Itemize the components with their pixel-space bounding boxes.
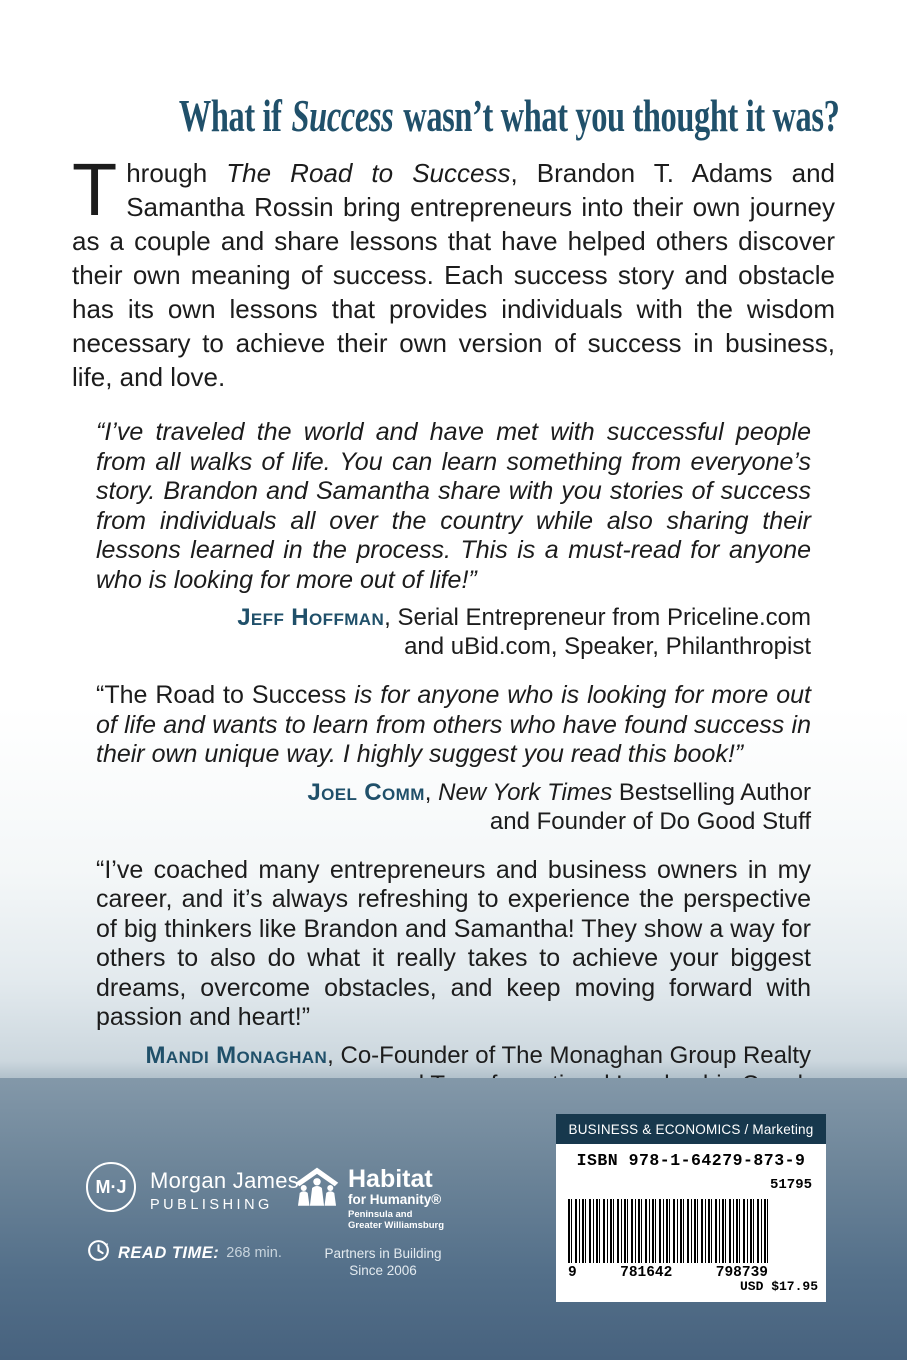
testimonial-3-quote [96,856,811,1033]
testimonial-1-author-title: , Serial Entrepreneur from Priceline.com [384,604,811,631]
intro-paragraph [72,148,835,394]
publisher-text [150,1168,299,1213]
isbn-text: ISBN 978-1-64279-873-9 [576,1151,806,1170]
publisher-sub: PUBLISHING [150,1197,273,1213]
habitat-region [348,1209,444,1231]
ean-digits [568,1265,768,1281]
footer-band [0,1078,907,1360]
ean-digit-group-2: 781642 [620,1265,673,1281]
testimonial-2-author-name: Joel Comm [307,778,425,806]
testimonial-1 [96,418,811,661]
category-bar: BUSINESS & ECONOMICS / Marketing [556,1114,826,1144]
testimonial-1-attribution [96,603,811,661]
testimonial-3-author-name: Mandi Monaghan [145,1041,328,1069]
testimonial-2-attribution-line2: and Founder of Do Good Stuff [489,807,811,835]
headline-post: wasn’t what you thought it was? [395,91,840,141]
testimonial-2 [96,681,811,836]
readtime-value: 268 min. [226,1245,282,1261]
habitat-house-icon [294,1166,340,1231]
ean-digit-group-3: 798739 [715,1265,768,1281]
barcode-body [556,1144,826,1302]
intro-text-1: hrough [126,158,227,188]
price: USD $17.95 [739,1279,818,1294]
testimonial-1-attribution-line1 [96,603,811,632]
readtime-label: READ TIME: [118,1243,220,1262]
testimonial-3 [96,856,811,1099]
habitat-logo-top [294,1166,472,1231]
isbn-addon-code: 51795 [769,1177,812,1193]
testimonial-2-quote-text: is for anyone who is looking for more out of life and wants to learn from others who have found success in their own unique way. I highly suggest you read this book!” [96,681,811,768]
headline [178,90,840,142]
testimonial-3-quote-text: “I’ve coached many entrepreneurs and business owners in my career, and it’s always refreshing to experience the perspective of big thinkers like Brandon and Samantha! They show a way for others to also do what it really takes to achieve your biggest dreams, overcome obstacles, and keep moving forward with passion and heart!” [96,855,811,1031]
testimonial-3-attribution-line1 [96,1041,811,1070]
testimonial-1-quote [96,418,811,595]
headline-emphasis: Success [291,91,394,141]
habitat-logo [294,1166,472,1279]
publisher-name: Morgan James [150,1168,300,1193]
testimonial-2-title-italic: New York Times [438,778,613,806]
testimonial-2-attribution [96,778,811,836]
morgan-james-logo [86,1162,136,1212]
habitat-partners-line2: Since 2006 [349,1263,417,1278]
testimonial-2-title-post: Bestselling Author [612,778,811,806]
habitat-partners-text [294,1245,472,1279]
habitat-partners-line1: Partners in Building [324,1246,442,1261]
intro-text-2: , Brandon T. Adams and Samantha Rossin bring entrepreneurs into their own journey as a couple and share lessons that have helped others discover their own meaning of success. Each success story and obstacle has its own lessons that provides individuals with the wisdom necessary to achieve their own version of success in business, life, and love. [72,158,835,392]
testimonial-2-quote [96,681,811,770]
barcode-block [556,1114,826,1302]
testimonial-2-attribution-line1 [96,778,811,807]
clock-icon [86,1238,111,1268]
testimonial-1-author-name: Jeff Hoffman [237,604,385,631]
barcode-icon [568,1199,768,1263]
readtime [86,1238,282,1268]
testimonial-1-attribution-line2: and uBid.com, Speaker, Philanthropist [404,633,811,660]
habitat-region-line1: Peninsula and [348,1209,413,1220]
ean-digit-group-1: 9 [568,1265,577,1281]
testimonial-2-quote-roman: “The Road to Success [96,681,347,709]
habitat-region-line2: Greater Williamsburg [348,1220,444,1231]
dropcap: T [72,148,118,231]
testimonial-1-quote-text: “I’ve traveled the world and have met with successful people from all walks of life. You can learn something from everyone’s story. Brandon and Samantha share with you stories of success from individuals all over the country while also sharing their lessons learned in the process. This is a must-read for anyone who is looking for more out of life!” [96,418,811,594]
testimonial-3-author-title: , Co-Founder of The Monaghan Group Realty [327,1041,811,1069]
habitat-name-line1: Habitat [348,1165,433,1193]
mj-monogram: M·J [95,1176,127,1197]
testimonial-2-author-title: , [424,778,439,806]
habitat-wordmark [348,1166,444,1231]
headline-pre: What if [178,91,290,141]
book-title: The Road to Success [226,158,511,188]
habitat-name-line2: for Humanity® [348,1192,442,1207]
